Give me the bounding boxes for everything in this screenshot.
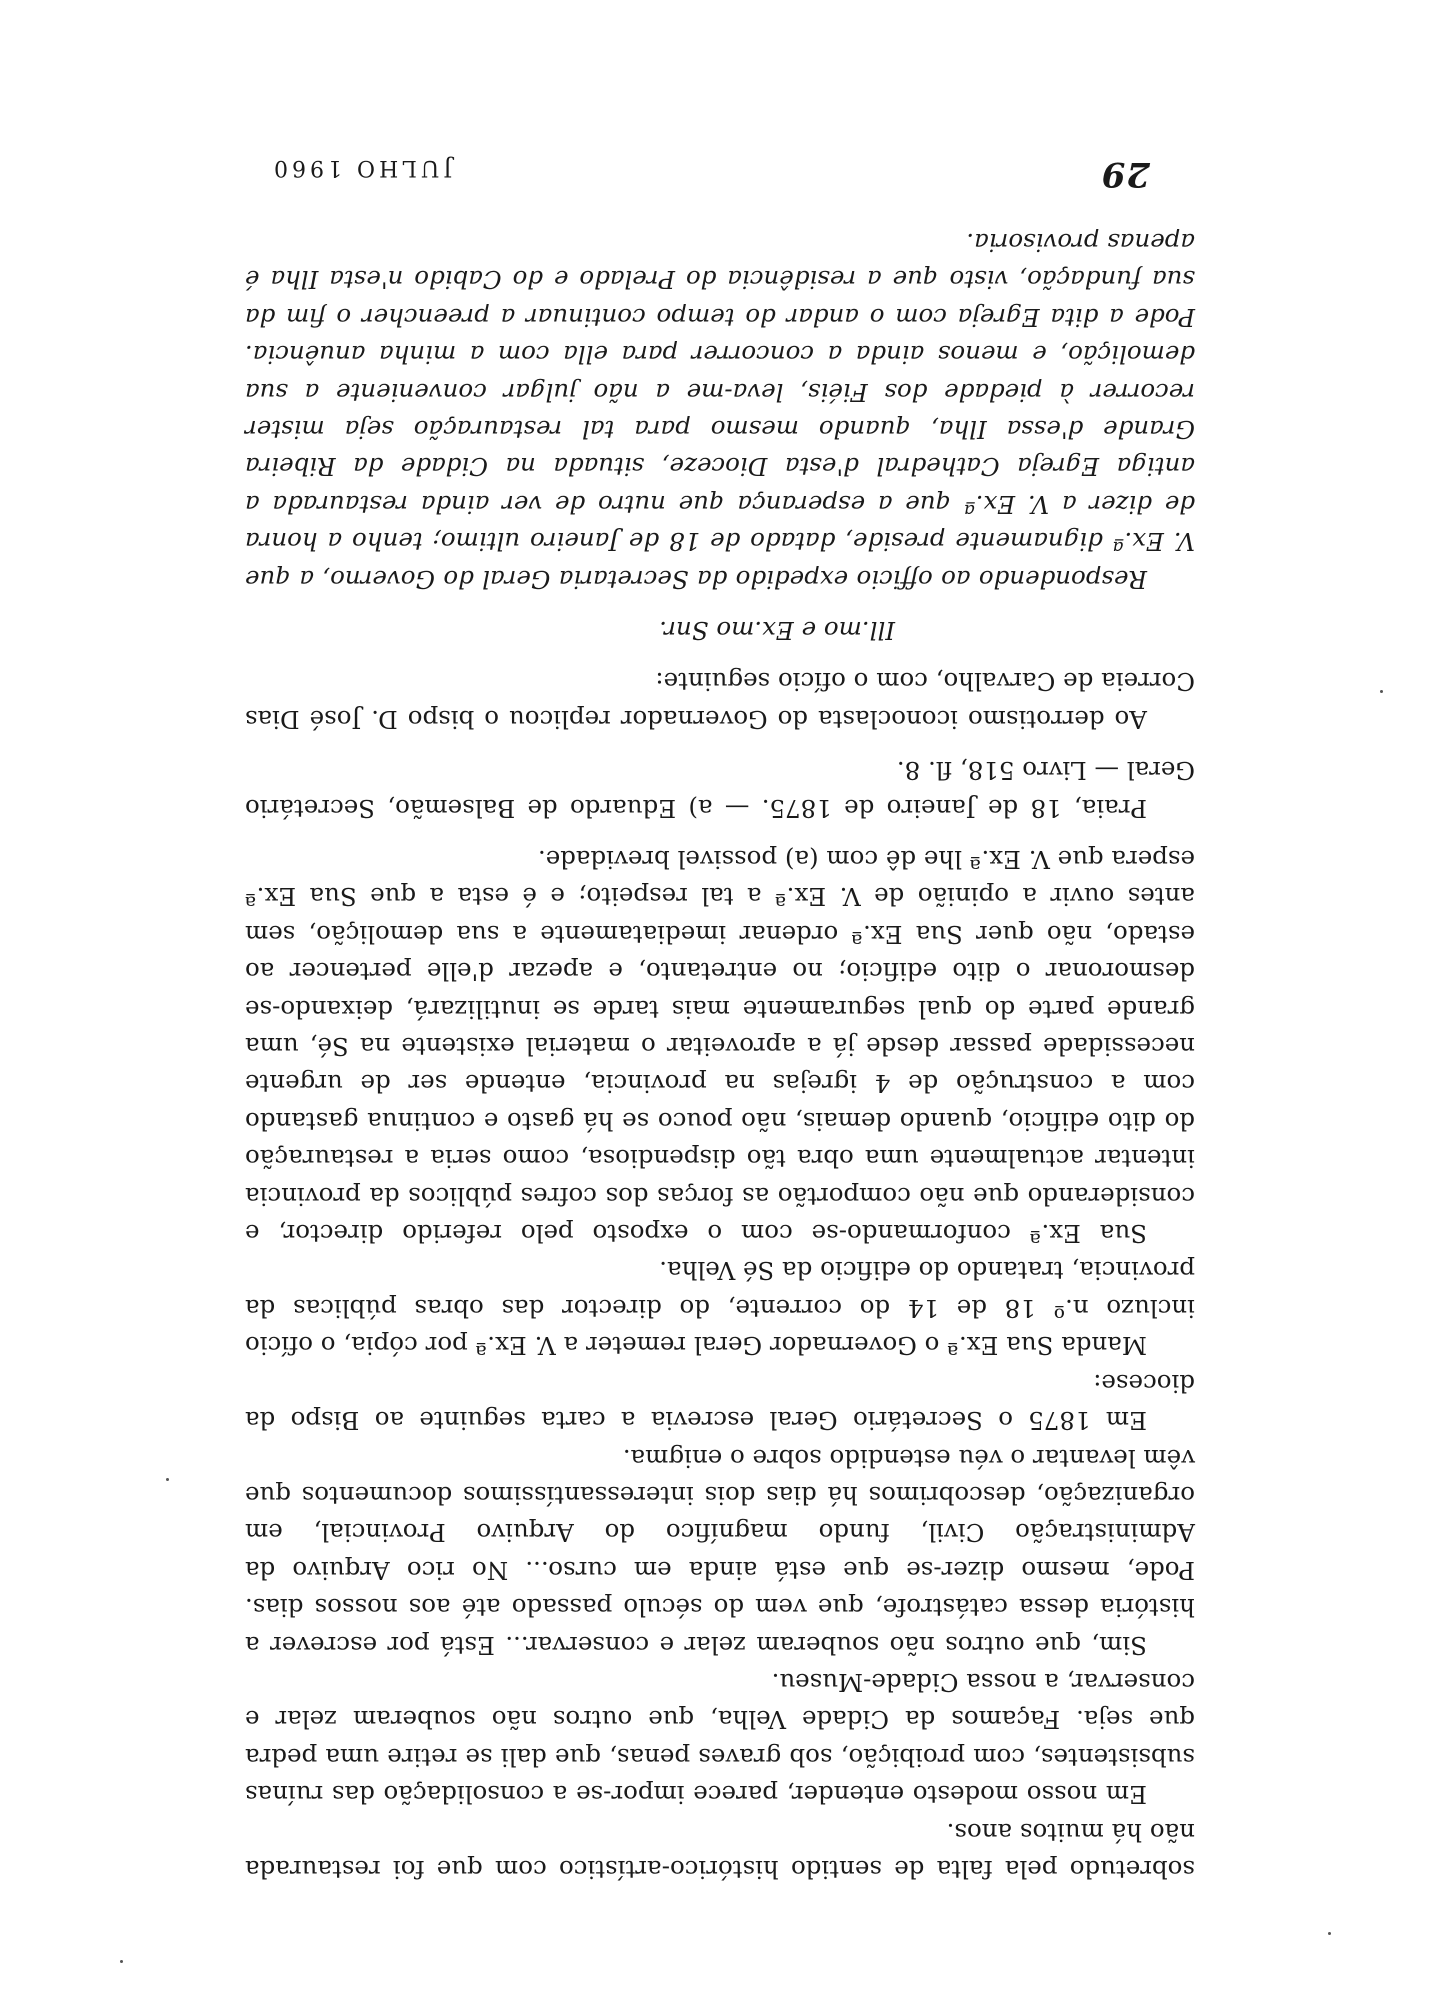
scan-speck bbox=[1380, 690, 1383, 693]
paragraph-continuation: sobretudo pela falta de sentido histórico-artístico com que foi restaurada não há muitos anos. bbox=[245, 1817, 1195, 1884]
bishop-letter: Respondendo ao officio expedido da Secretaria Geral do Governo, a que V. Ex.ª dignamente preside, datado de 18 de Janeiro ultimo; tenho a honra de dizer a V. Ex.ª que a esperança que nutro de ver ainda restaurada a antiga Egreja Cathedral d'esta Dioceze, situada na Cidade da Ribeira Grande d'essa Ilha, quando mesmo para tal restauração seja mister recorrer à piedade dos Fiéis, leva-me a não julgar conveniente a sua demolição, e menos ainda a concorrer para ella com a minha anuência. Pode a dita Egreja com o andar do tempo continuar a preencher o fim da sua fundação, visto que a residência do Prelado e do Cabido n'esta Ilha é apenas provisoria. bbox=[245, 227, 1195, 594]
letter-signature: Praia, 18 de Janeiro de 1875. — a) Eduardo de Balsemão, Secretário Geral — Livro 518, fl. 8. bbox=[245, 756, 1195, 823]
scan-speck bbox=[1328, 1932, 1331, 1935]
quoted-letter-paragraph: Sua Ex.ª conformando-se com o exposto pelo referido director, e considerando que não comportão as forças dos cofres públicos da provincia intentar actualmente uma obra tão dispendiosa, como seria a restauração do dito edificio, quando demais, não pouco se há gasto e continua gastando com a construção de 4 igrejas na provincia, entende ser de urgente necessidade passar desde já a aproveitar o material existente na Sé, uma grande parte do qual seguramente mais tarde se inutilizará, deixando-se desmoronar o dito edificio; no entretanto, e apezar d'elle pertencer ao estado, não quer Sua Ex.ª ordenar imediatamente a sua demolição, sem antes ouvir a opinião de V. Ex.ª a tal respeito; e é esta a que Sua Ex.ª espera que V. Ex.ª lhe dê com (a) possivel brevidade. bbox=[245, 845, 1195, 1249]
paragraph: Em 1875 o Secretário Geral escrevia a carta seguinte ao Bispo da diocese: bbox=[245, 1368, 1195, 1436]
page-number: 29 bbox=[1100, 154, 1150, 194]
running-head: JULHO 1960 bbox=[270, 155, 453, 180]
page-header bbox=[270, 134, 1150, 194]
letter-salutation: Ill.mo e Ex.mo Snr. bbox=[659, 616, 895, 645]
scan-speck bbox=[120, 1960, 123, 1963]
scan-speck bbox=[166, 1478, 169, 1481]
paragraph: Ao derrotismo iconoclasta do Governador replicou o bispo D. José Dias Correia de Carvalho, com o ofício seguinte: bbox=[245, 667, 1195, 734]
paragraph: Em nosso modesto entender, parece impor-se a consolidação das ruínas subsistentes, com proibição, sob graves penas, que dali se retire uma pedra que seja. Façamos da Cidade Velha, que outros não souberam zelar e conservar, a nossa Cidade-Museu. bbox=[245, 1667, 1195, 1810]
body-text bbox=[245, 224, 1195, 1888]
paragraph: Sim, que outros não souberam zelar e conservar... Está por escrever a história dessa catástrofe, que vem do século passado até aos nossos dias. Pode, mesmo dizer-se que está ainda em curso... No rico Arquivo da Administração Civil, fundo magnífico do Arquivo Provincial, em organização, descobrimos há dias dois interessantíssimos documentos que vêm levantar o véu estendido sobre o enigma. bbox=[245, 1443, 1195, 1660]
quoted-letter-paragraph: Manda Sua Ex.ª o Governador Geral remeter a V. Ex.ª por cópia, o ofício incluzo n.º 18 de 14 do corrente, do director das obras públicas da provincia, tratando do edificio da Sé Velha. bbox=[245, 1256, 1195, 1361]
